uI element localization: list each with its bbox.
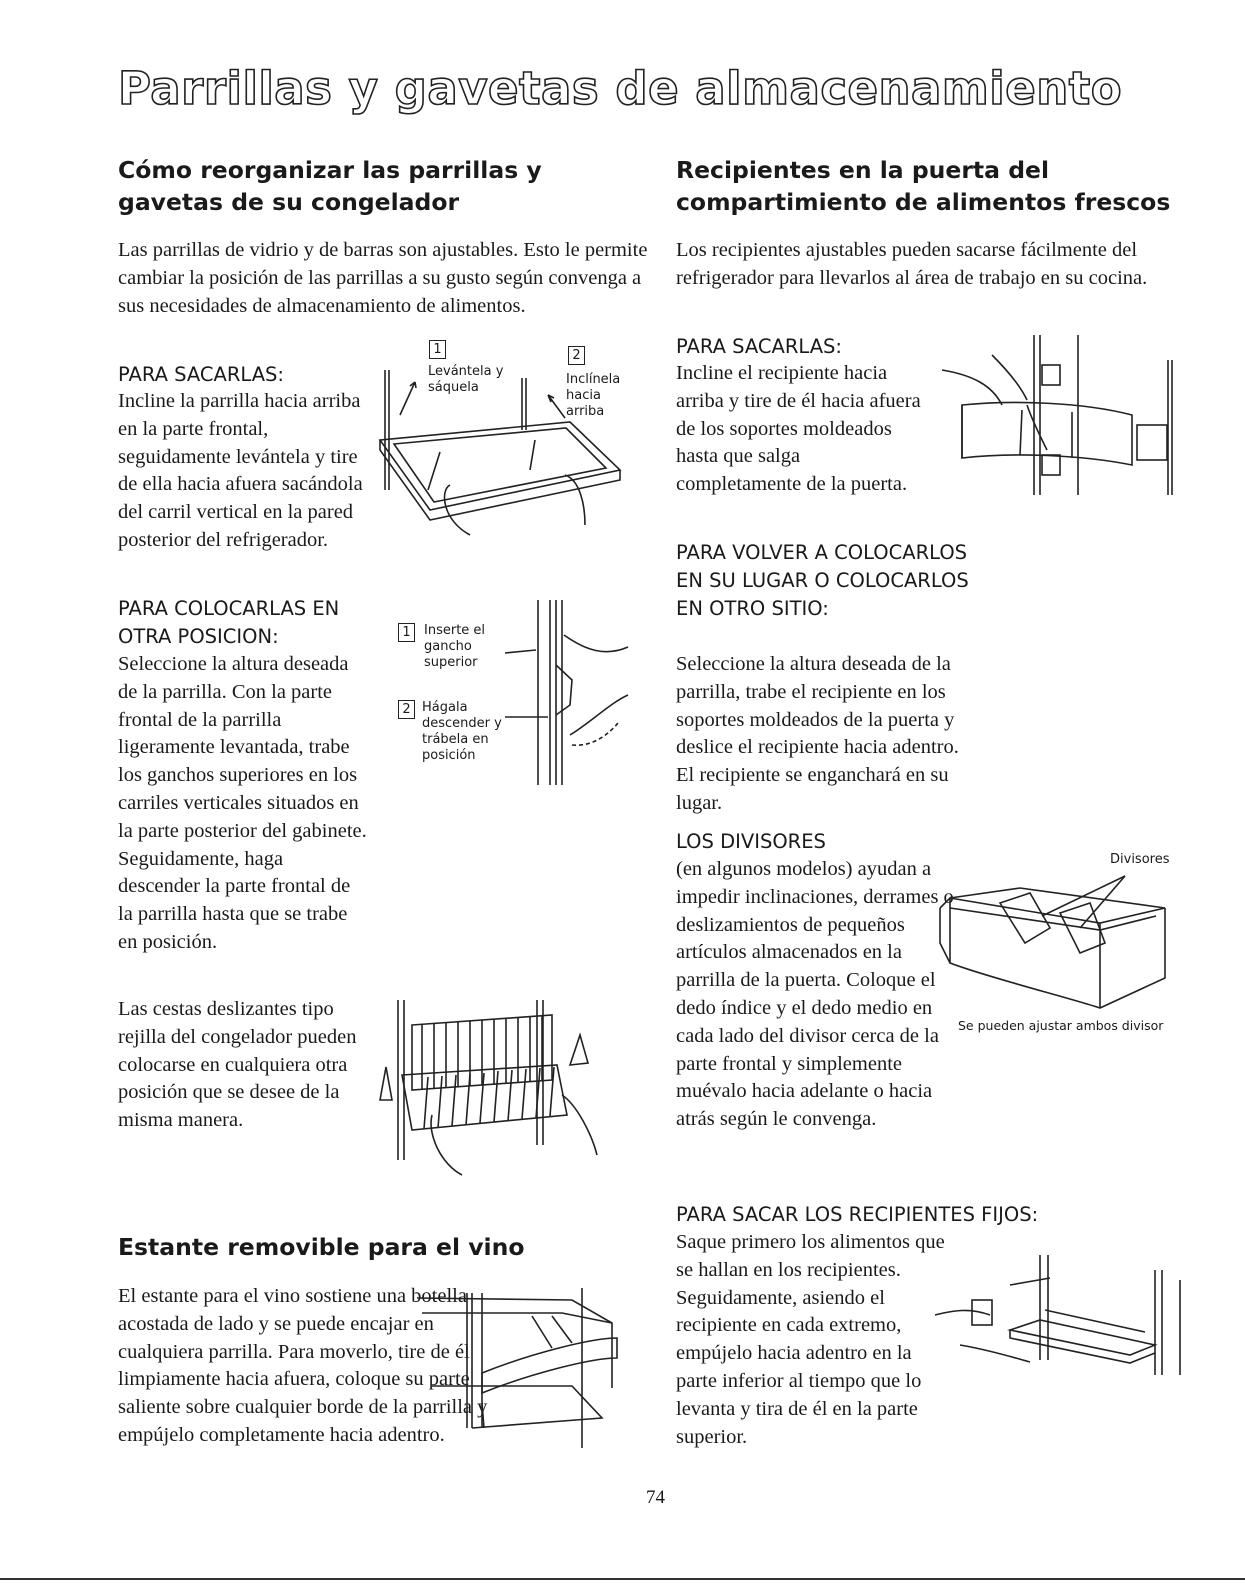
step-1-label: Levántela y sáquela <box>428 364 504 395</box>
replace-bins-lead: PARA VOLVER A COLOCARLOS EN SU LUGAR O COLOCARLOS EN OTRO SITIO: <box>676 541 969 620</box>
wine-rack-illustration <box>412 1278 627 1453</box>
insert-step-2-number: 2 <box>398 700 415 719</box>
page-number: 74 <box>646 1487 665 1508</box>
wine-rack-heading: Estante removible para el vino <box>118 1233 525 1261</box>
wire-basket-illustration <box>372 995 637 1195</box>
fixed-bins-lead: PARA SACAR LOS RECIPIENTES FIJOS: <box>676 1203 1039 1226</box>
bottom-rule <box>0 1578 1245 1580</box>
freezer-shelves-heading: Cómo reorganizar las parrillas y gavetas de su congelador <box>118 156 542 216</box>
freezer-intro-text: Las parrillas de vidrio y de barras son ajustables. Esto le permite cambiar la posición de las parrillas a su gusto según convenga a sus necesidades de almacenamiento de alimentos. <box>118 239 648 317</box>
step-2-label: Inclínela hacia arriba <box>566 372 621 419</box>
page-title: Parrillas y gavetas de almacenamiento <box>118 62 1123 115</box>
dividers-caption: Se pueden ajustar ambos divisor <box>958 1018 1164 1033</box>
door-bin-removal-illustration <box>932 330 1182 505</box>
remove-bins-lead: PARA SACARLAS: <box>676 335 842 358</box>
remove-shelves-text: Incline la parrilla hacia arriba en la parte frontal, seguidamente levántela y tire de ella hacia afuera sacándola del carril vertical en la pared posterior del refrigerador. <box>118 390 363 551</box>
fixed-bins-text: Saque primero los alimentos que se hallan en los recipientes. Seguidamente, asiendo el recipiente en cada extremo, empújelo hacia adentro en la parte inferior al tiempo que lo levanta y tira de él en la parte superior. <box>676 1231 945 1448</box>
dividers-figure-label: Divisores <box>1110 852 1170 867</box>
reposition-shelves-text: Seleccione la altura deseada de la parrilla. Con la parte frontal de la parrilla ligeramente levantada, trabe los ganchos superiores en los carriles verticales situados en la parte posterior del gabinete. Seguidamente, haga descender la parte frontal de la parrilla hasta que se trabe en posición. <box>118 653 367 953</box>
door-bins-heading: Recipientes en la puerta del compartimiento de alimentos frescos <box>676 156 1171 216</box>
dividers-text: (en algunos modelos) ayudan a impedir inclinaciones, derrames o deslizamientos de pequeños artículos almacenados en la parrilla de la puerta. Coloque el dedo índice y el dedo medio en cada lado del divisor cerca de la parte frontal y simplemente muévalo hacia adelante o hacia atrás según le convenga. <box>676 858 954 1131</box>
fixed-bin-removal-illustration <box>930 1250 1190 1385</box>
door-bins-intro-text: Los recipientes ajustables pueden sacarse fácilmente del refrigerador para llevarlos al área de trabajo en su cocina. <box>676 239 1148 289</box>
step-2-number: 2 <box>568 346 585 365</box>
dividers-lead: LOS DIVISORES <box>676 830 826 853</box>
shelf-hook-illustration <box>500 595 635 795</box>
door-bin-dividers-illustration <box>930 868 1180 1018</box>
step-1-number: 1 <box>429 340 446 359</box>
glass-shelf-illustration <box>370 360 645 550</box>
wine-rack-text: El estante para el vino sostiene una botella acostada de lado y se puede encajar en cualquiera parrilla. Para moverlo, tire de él limpiamente hacia afuera, coloque su parte saliente sobre cualquier borde de la parrilla y empújelo completamente hacia adentro. <box>118 1285 488 1446</box>
remove-bins-text: Incline el recipiente hacia arriba y tire de él hacia afuera de los soportes moldeados hasta que salga completamente de la puerta. <box>676 362 921 496</box>
replace-bins-text: Seleccione la altura deseada de la parrilla, trabe el recipiente en los soportes moldeados de la puerta y deslice el recipiente hacia adentro. El recipiente se enganchará en su lugar. <box>676 653 959 814</box>
insert-step-1-label: Inserte el gancho superior <box>424 623 486 670</box>
insert-step-1-number: 1 <box>398 623 415 642</box>
insert-step-2-label: Hágala descender y trábela en posición <box>422 700 502 763</box>
reposition-shelves-lead: PARA COLOCARLAS EN OTRA POSICION: <box>118 597 340 648</box>
baskets-text: Las cestas deslizantes tipo rejilla del congelador pueden colocarse en cualquiera otra posición que se desee de la misma manera. <box>118 998 357 1132</box>
remove-shelves-lead: PARA SACARLAS: <box>118 363 284 386</box>
